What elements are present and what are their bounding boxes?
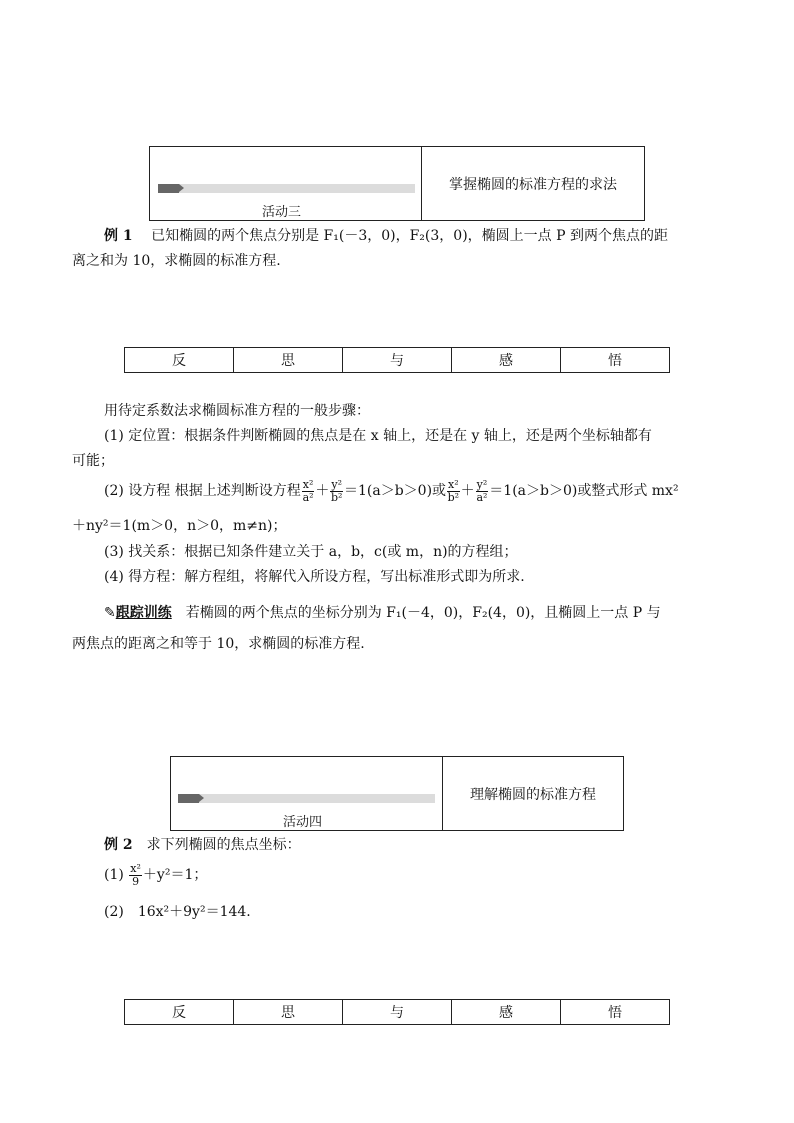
reflect-cell: 思 <box>234 348 343 372</box>
activity3-box <box>149 146 645 221</box>
fraction-x2-9: $\frac{\text{x²}}{9}$ <box>130 861 141 888</box>
activity4-header <box>171 757 443 830</box>
follow-line2: 两焦点的距离之和等于 10，求椭圆的标准方程. <box>72 636 365 652</box>
activity3-progress-fill <box>158 184 179 193</box>
fraction-y2-a2: $\frac{\text{y²}}{\text{a²}}$ <box>476 477 488 504</box>
pencil-icon: ✎ <box>104 605 116 621</box>
follow-tag: 跟踪训练 <box>115 605 172 621</box>
activity3-progress-tip <box>179 184 184 192</box>
follow-text1: 若椭圆的两个焦点的坐标分别为 F₁(－4，0)，F₂(4，0)，且椭圆上一点 P 与 <box>185 605 661 621</box>
reflect-cell: 感 <box>452 1000 561 1024</box>
step2-prefix: (2) 设方程 根据上述判断设方程 <box>104 483 301 499</box>
activity4-progress-tip <box>199 794 204 802</box>
activity4-title: 理解椭圆的标准方程 <box>470 786 596 803</box>
example2-part2: (2) 16x²＋9y²＝144. <box>104 904 251 920</box>
example2-text: 求下列椭圆的焦点坐标： <box>146 837 301 853</box>
step2-line2: ＋ny²＝1(m＞0，n＞0，m≠n)； <box>72 518 287 534</box>
follow-line1 <box>104 603 724 623</box>
step1-line2: 可能； <box>72 453 114 469</box>
step1-line1: (1) 定位置：根据条件判断椭圆的焦点是在 x 轴上，还是在 y 轴上，还是两个坐标轴都有 <box>104 428 652 444</box>
fraction-x2-b2: $\frac{\text{x²}}{\text{b²}}$ <box>447 477 460 504</box>
reflection-table-1 <box>124 347 670 373</box>
reflect-cell: 反 <box>125 348 234 372</box>
reflect-cell: 悟 <box>608 353 622 369</box>
reflect-cell: 思 <box>234 1000 343 1024</box>
reflect-cell: 与 <box>343 348 452 372</box>
reflect-cell: 与 <box>343 1000 452 1024</box>
step2-mid1: ＝1(a＞b＞0)或 <box>343 483 447 499</box>
reflect-cell: 悟 <box>608 1005 622 1021</box>
example1-text1: 已知椭圆的两个焦点分别是 F₁(－3，0)，F₂(3，0)，椭圆上一点 P 到两个焦点的距 <box>151 228 668 244</box>
step3: (3) 找关系：根据已知条件建立关于 a，b，c(或 m，n)的方程组； <box>104 544 518 560</box>
steps-intro: 用待定系数法求椭圆标准方程的一般步骤： <box>104 403 370 419</box>
activity3-header <box>150 147 422 220</box>
example2-tag: 例 2 <box>104 837 133 853</box>
example2-line <box>104 835 754 855</box>
fraction-x2-a2: $\frac{\text{x²}}{\text{a²}}$ <box>302 477 314 504</box>
activity4-progress-fill <box>178 794 199 803</box>
activity4-box <box>170 756 624 831</box>
reflect-cell: 感 <box>452 348 561 372</box>
example1-tag: 例 1 <box>104 228 133 244</box>
reflection-table-2 <box>124 999 670 1025</box>
example1-line2: 离之和为 10，求椭圆的标准方程. <box>72 253 281 269</box>
example2-part1: (1) $\frac{\text{x²}}{9}$ ＋y²＝1； <box>104 861 208 888</box>
reflect-cell: 反 <box>125 1000 234 1024</box>
activity3-title: 掌握椭圆的标准方程的求法 <box>449 176 617 193</box>
activity3-progress-bar <box>158 184 415 193</box>
activity4-progress-bar <box>178 794 435 803</box>
step4: (4) 得方程：解方程组，将解代入所设方程，写出标准形式即为所求. <box>104 569 525 585</box>
activity3-label: 活动三 <box>262 205 302 220</box>
step2-line1: (2) 设方程 根据上述判断设方程 $\frac{\text{x²}}{\text{a²}}$ ＋ $\frac{\text{y²}}{\text{b²}}$ ＝1(a＞b＞0)或 $\frac{\text{x²}}{\text{b²}}$ ＋ $\frac{\text{y²}}{\text{a²}}$ ＝1(a＞b＞0)或整式形式 mx² <box>104 477 679 504</box>
activity4-label: 活动四 <box>283 815 323 830</box>
step2-mid2: ＝1(a＞b＞0)或整式形式 mx² <box>489 483 679 499</box>
fraction-y2-b2: $\frac{\text{y²}}{\text{b²}}$ <box>330 477 343 504</box>
example1-line1 <box>104 226 724 246</box>
